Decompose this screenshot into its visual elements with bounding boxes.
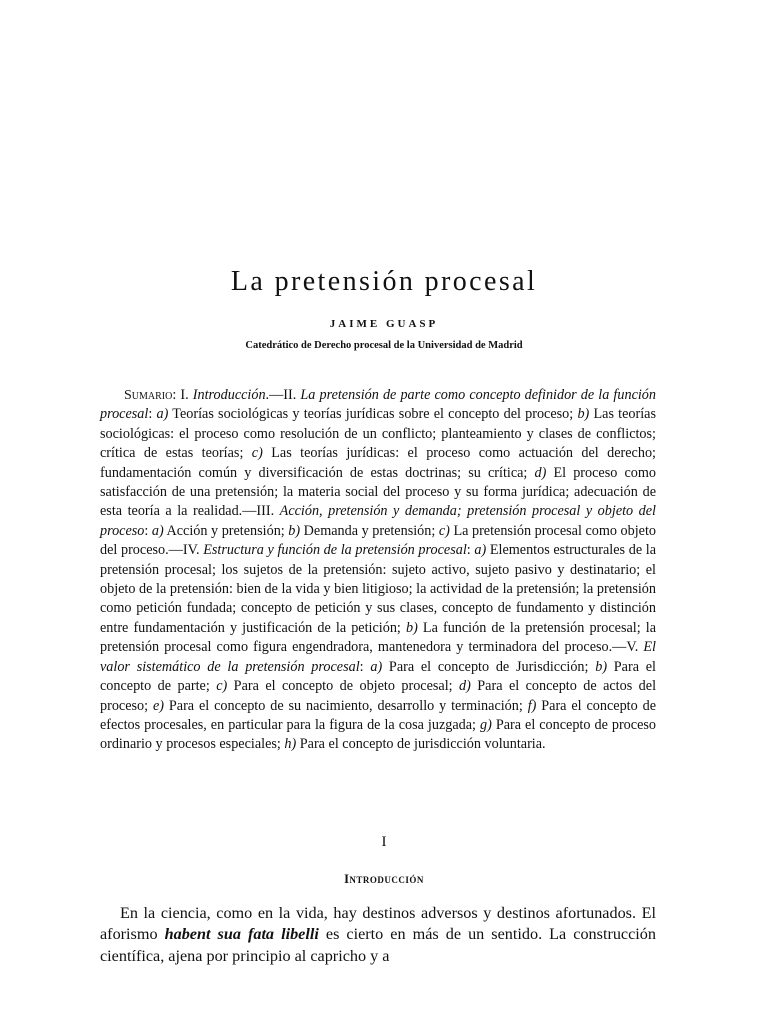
summary-segment: Para el concepto de objeto procesal;	[227, 678, 460, 695]
summary-segment: Elementos estructurales de la pretensión procesal; los sujetos de la pretensión: sujeto activo, sujeto pasivo y destinatario; el objeto de la pretensión: bien de la vida y bien litigioso; la actividad de la pretensión; la pretensión como petición fundada; concepto de petición y sus clases, concepto de fundamento y distinción entre fundamentación y justificación de la petición;	[100, 542, 656, 636]
summary-segment: La pretensión de parte como concepto definidor de la función procesal	[100, 387, 656, 423]
summary-segment: c)	[216, 678, 228, 695]
summary-paragraph	[100, 386, 656, 755]
summary-segment: h)	[284, 736, 297, 753]
summary-segment: Las teorías sociológicas: el proceso como resolución de un conflicto; planteamiento y clases de conflictos; crítica de estas teorías;	[100, 406, 656, 462]
body-segment: es cierto en más de un sentido. La construcción científica, ajena por principio al capricho y a	[100, 925, 656, 965]
author-name: JAIME GUASP	[329, 318, 439, 330]
summary-segment: :	[466, 542, 475, 559]
summary-segment: c)	[438, 522, 450, 539]
summary-segment: f)	[527, 697, 537, 714]
summary-segment: Las teorías jurídicas: el proceso como actuación del derecho; fundamentación común y diversificación de estas doctrinas; su crítica;	[100, 445, 656, 481]
summary-segment: a)	[156, 406, 169, 423]
body-segment: En la ciencia, como en la vida, hay destinos adversos y destinos afortunados. El aforismo	[100, 904, 656, 944]
summary-segment: b)	[288, 522, 301, 539]
summary-segment: Para el concepto de parte;	[100, 658, 656, 695]
summary-segment: a)	[151, 522, 164, 539]
summary-segment: :	[144, 522, 152, 539]
summary-segment: :	[359, 658, 371, 675]
body-paragraph	[100, 903, 656, 967]
summary-segment: Para el concepto de Jurisdicción;	[382, 658, 596, 675]
summary-segment: Para el concepto de actos del proceso;	[100, 678, 657, 714]
summary-segment: :	[148, 406, 157, 423]
summary-segment: b)	[405, 619, 418, 636]
article-title: La pretensión procesal	[230, 266, 538, 297]
summary-segment: g)	[479, 716, 492, 733]
summary-segment: d)	[459, 678, 471, 695]
summary-segment: .—II.	[265, 387, 301, 403]
summary-segment: Para el concepto de proceso ordinario y procesos especiales;	[100, 716, 656, 753]
summary-segment: El proceso como satisfacción de una pretensión; la materia social del proceso y su forma jurídica; adecuación de esta teoría a la realidad.—III.	[100, 464, 656, 520]
summary-segment: : I.	[172, 387, 193, 403]
summary-segment: Estructura y función de la pretensión procesal	[203, 542, 467, 559]
summary-segment: c)	[251, 445, 263, 462]
summary-segment: a)	[370, 658, 383, 675]
summary-segment: Teorías sociológicas y teorías jurídicas sobre el concepto del proceso;	[168, 406, 578, 423]
summary-segment: Acción y pretensión;	[163, 522, 289, 539]
summary-segment: La pretensión procesal como objeto del proceso.—IV.	[100, 522, 656, 559]
summary-segment: a)	[474, 542, 487, 559]
summary-segment: Acción, pretensión y demanda; pretensión procesal y objeto del proceso	[100, 503, 657, 539]
summary-segment: Sumario	[124, 388, 173, 403]
summary-segment: e)	[152, 697, 164, 714]
summary-segment: b)	[577, 406, 590, 423]
section-number: I	[381, 834, 387, 850]
summary-segment: El valor sistemático de la pretensión procesal	[100, 639, 656, 675]
summary-segment: Introducción	[192, 387, 266, 403]
summary-segment: Para el concepto de jurisdicción voluntaria.	[296, 736, 546, 753]
section-title: Introducción	[344, 872, 424, 886]
summary-segment: d)	[534, 464, 547, 481]
summary-segment: La función de la pretensión procesal; la pretensión procesal como figura engendradora, mantenedora y terminadora del proceso.—V.	[100, 619, 656, 656]
summary-segment: Para el concepto de su nacimiento, desarrollo y terminación;	[164, 697, 528, 714]
body-segment: habent sua fata libelli	[164, 925, 319, 944]
author-affiliation: Catedrático de Derecho procesal de la Universidad de Madrid	[245, 340, 523, 351]
summary-segment: Demanda y pretensión;	[300, 522, 439, 539]
summary-segment: Para el concepto de efectos procesales, en particular para la figura de la cosa juzgada;	[100, 697, 656, 733]
summary-segment: b)	[595, 658, 608, 675]
